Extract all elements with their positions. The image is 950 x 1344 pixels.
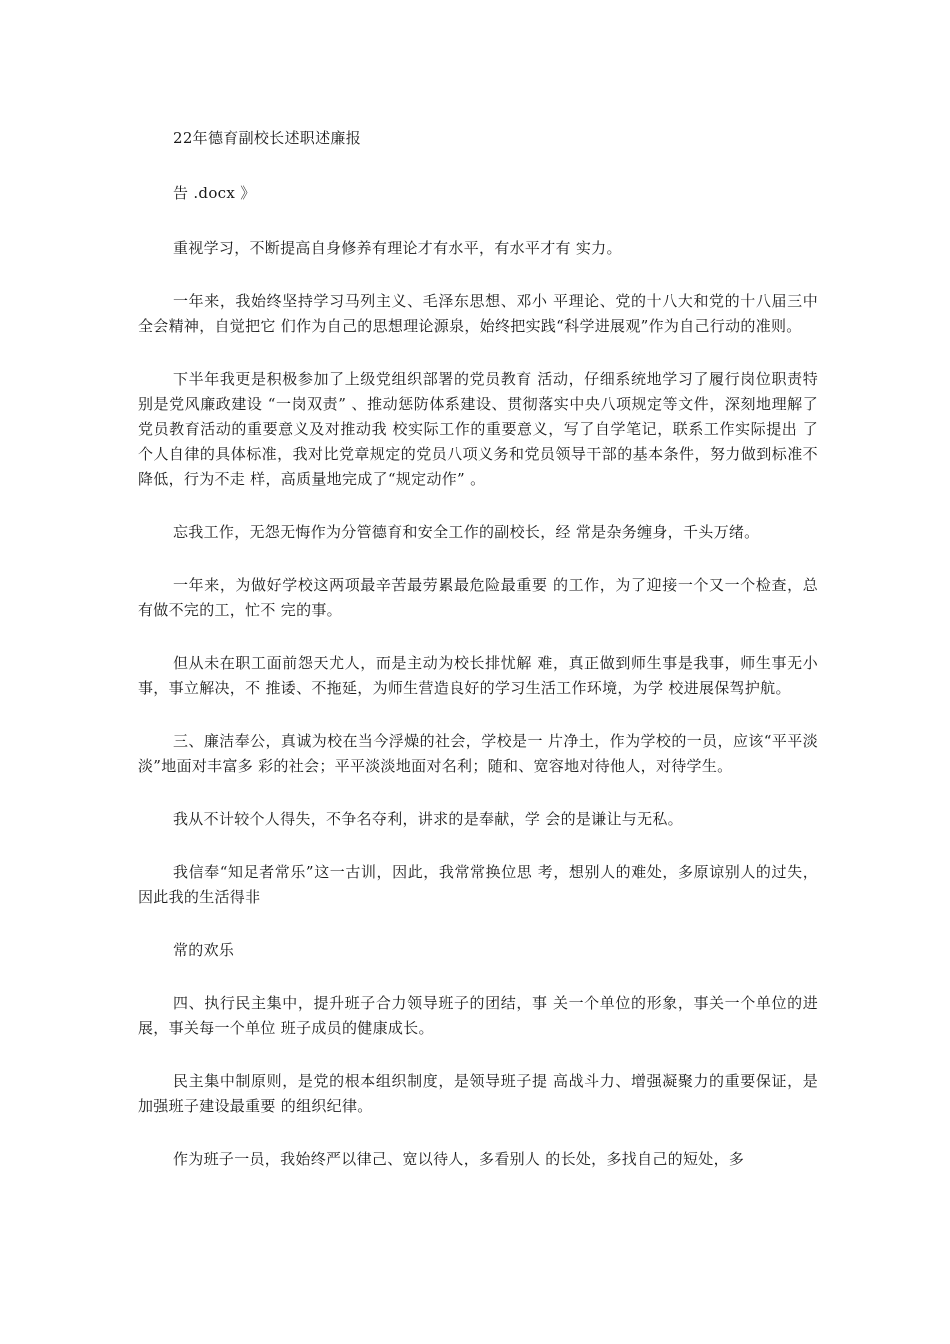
paragraph: 重视学习，不断提高自身修养有理论才有水平，有水平才有 实力。 — [173, 239, 622, 257]
paragraph: 但从未在职工面前怨天尤人，而是主动为校长排忧解 难，真正做到师生事是我事，师生事无小事，事立解决，不 推诿、不拖延，为师生营造良好的学习生活工作环境，为学 校进展保驾护航。 — [138, 654, 818, 697]
paragraph: 我从不计较个人得失，不争名夺利，讲求的是奉献，学 会的是谦让与无私。 — [173, 810, 683, 828]
document-title-line-1: 22年德育副校长述职述廉报 — [173, 129, 361, 147]
document-body — [138, 126, 818, 1200]
paragraph: 一年来，我始终坚持学习马列主义、毛泽东思想、邓小 平理论、党的十八大和党的十八届三中全会精神，自觉把它 们作为自己的思想理论源泉，始终把实践“科学进展观”作为自己行动的准则。 — [138, 292, 818, 335]
paragraph: 一年来，为做好学校这两项最辛苦最劳累最危险最重要 的工作，为了迎接一个又一个检查，总有做不完的工，忙不 完的事。 — [138, 576, 818, 619]
paragraph: 下半年我更是积极参加了上级党组织部署的党员教育 活动，仔细系统地学习了履行岗位职责特别是党风廉政建设 “一岗双责” 、推动惩防体系建设、贯彻落实中央八项规定等文件，深刻地理解了党员教育活动的重要意义及对推动我 校实际工作的重要意义，写了自学笔记，联系工作实际提出 了个人自律的具体标准，我对比党章规定的党员八项义务和党员领导干部的基本条件，努力做到标准不降低，行为不走 样，高质量地完成了“规定动作” 。 — [138, 370, 818, 488]
paragraph: 忘我工作，无怨无悔作为分管德育和安全工作的副校长，经 常是杂务缠身，千头万绪。 — [173, 523, 760, 541]
paragraph: 三、廉洁奉公，真诚为校在当今浮燥的社会，学校是一 片净土，作为学校的一员，应该“平平淡淡”地面对丰富多 彩的社会；平平淡淡地面对名利；随和、宽容地对待他人，对待学生。 — [138, 732, 818, 775]
paragraph: 我信奉“知足者常乐”这一古训，因此，我常常换位思 考，想别人的难处，多原谅别人的过失，因此我的生活得非 — [138, 863, 818, 906]
document-title-line-2: 告 .docx 》 — [173, 184, 256, 202]
paragraph: 作为班子一员，我始终严以律己、宽以待人，多看别人 的长处，多找自己的短处，多 — [173, 1150, 745, 1168]
paragraph: 四、执行民主集中，提升班子合力领导班子的团结，事 关一个单位的形象，事关一个单位的进展，事关每一个单位 班子成员的健康成长。 — [138, 994, 818, 1037]
paragraph: 民主集中制原则，是党的根本组织制度，是领导班子提 高战斗力、增强凝聚力的重要保证，是加强班子建设最重要 的组织纪律。 — [138, 1072, 818, 1115]
paragraph: 常的欢乐 — [173, 941, 235, 959]
